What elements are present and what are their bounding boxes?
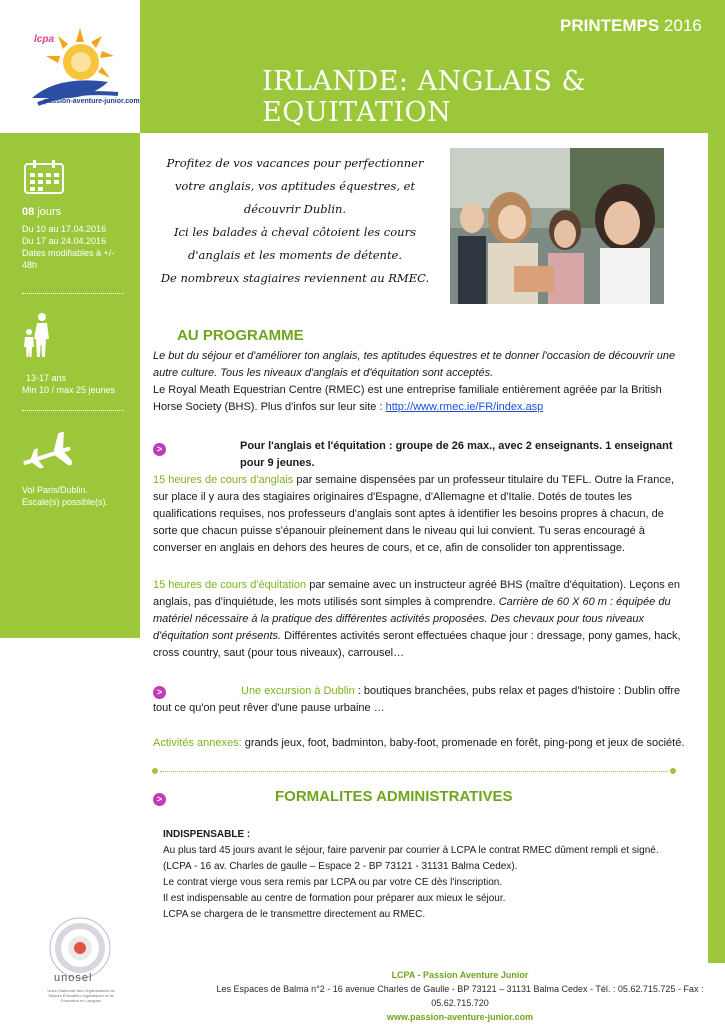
formalites-line: LCPA se chargera de le transmettre directement au RMEC. [163,909,426,920]
footer-company: LCPA - Passion Aventure Junior [391,970,529,980]
intro-line: découvrir Dublin. [243,202,347,216]
duration-value: 08 [22,206,35,218]
riding-arena-text: Carrière de 60 X 60 m : équipée du matériel nécessaire à la pratique des différentes activités proposées. Des chevaux pour tous niveaux d'équitation sont présents. [153,596,671,642]
arrow-icon: > [153,793,166,806]
english-lessons-text: par semaine dispensées par un professeur titulaire du TEFL. Outre la France, sur place il y aura des stagiaires originaires d'Espagne, d'Allemagne et d'Italie. Dotés de toutes les qualifications requises, nos professeurs d'anglais sont aptes à identifier les besoins propres à chacun, de sorte que chacun puisse s'épanouir pleinement dans le niveau qui lui convient. Tu seras encouragé à converser en anglais en dehors des heures de cours, et ce, afin de consolider ton apprentissage. [153,474,675,554]
intro-text [150,152,440,290]
travel-block [22,484,108,508]
arrow-icon: > [153,686,166,699]
english-lessons [153,472,688,557]
dates-block [22,223,114,271]
lcpa-logo [18,20,138,120]
programme-intro: Le but du séjour et d'améliorer ton anglais, tes aptitudes équestres et te donner l'occasion de découvrir une autre culture. Tous les niveaux d'anglais et d'équitation sont acceptés. [153,350,676,379]
intro-line: De nombreux stagiaires reviennent au RMEC. [160,271,430,285]
age-range: 13-17 ans [26,373,67,383]
formalites-line: Il est indispensable au centre de formation pour préparer aux mieux le séjour. [163,893,506,904]
audience-block [22,372,115,396]
riding-lessons-label: 15 heures de cours d'équitation [153,579,307,591]
date-line-3: Dates modifiables à +/- [22,248,115,258]
footer [200,968,720,1024]
logo-text: lcpa [34,34,55,45]
intro-line: votre anglais, vos aptitudes équestres, et [174,179,416,193]
extra-activities [153,735,688,752]
extra-activities-text: grands jeux, foot, badminton, baby-foot, promenade en forêt, ping-pong et jeux de société. [241,737,685,749]
season-text: PRINTEMPS [560,16,660,35]
footer-website[interactable]: www.passion-aventure-junior.com [386,1012,534,1022]
unosel-subtitle: Union Nationale des Organisations de Séjours Éducatifs Linguistiques et de Formation en Langues [47,988,115,1003]
programme-rmec [153,382,688,416]
formalites-line: (LCPA - 16 av. Charles de gaulle – Espace 2 - BP 73121 - 31131 Balma Cedex). [163,861,518,872]
intro-line: Profitez de vos vacances pour perfectionner [166,156,424,170]
riding-activities-text: Différentes activités seront effectuées chaque jour : dressage, pony games, hack, cross country, saut (pour tous niveaux), carrousel… [153,630,681,659]
extra-activities-label: Activités annexes: [153,737,242,749]
sidebar-divider [22,293,124,294]
intro-line: Ici les balades à cheval côtoient les cours [174,225,416,239]
groups-info: Pour l'anglais et l'équitation : groupe de 26 max., avec 2 enseignants. 1 enseignant pour 9 jeunes. [240,440,673,469]
duration-unit: jours [37,206,62,218]
excursion-text: : boutiques branchées, pubs relax et pages d'histoire : Dublin offre tout ce qu'on peut rêver d'une pause urbaine … [153,685,681,714]
footer-address: Les Espaces de Balma n°2 - 16 avenue Charles de Gaulle - BP 73121 – 31131 Balma Cedex - Tél. : 05.62.715.725 - Fax : 05.62.715.720 [216,984,704,1008]
season-year: 2016 [663,16,702,35]
family-icon [22,312,52,363]
formalites-line: Au plus tard 45 jours avant le séjour, faire parvenir par courrier à LCPA le contrat RMEC dûment rempli et signé. [163,845,659,856]
formalites-body [163,827,683,923]
formalites-heading: FORMALITES ADMINISTRATIVES [275,788,513,805]
logo-url: passion-aventure-junior.com [44,98,140,105]
arrow-icon: > [153,443,166,456]
rmec-link[interactable]: http://www.rmec.ie/FR/index.asp [385,401,544,413]
excursion [153,683,688,717]
section-divider [152,768,676,774]
programme-heading: AU PROGRAMME [177,327,304,344]
right-band [708,133,725,963]
intro-line: d'anglais et les moments de détente. [187,248,403,262]
travel-line-2: Escale(s) possible(s). [22,497,109,507]
date-line-1: Du 10 au 17.04.2016 [22,224,107,234]
travel-line-1: Vol Paris/Dublin. [22,485,89,495]
page-title: IRLANDE: ANGLAIS & EQUITATION [262,66,586,128]
riding-lessons [153,577,688,662]
sidebar-divider [22,410,124,411]
season-label [560,16,702,36]
excursion-label: Une excursion à Dublin [241,685,355,697]
unosel-name: unosel [54,972,93,984]
group-size: Min 10 / max 25 jeunes [22,385,116,395]
formalites-line: Le contrat vierge vous sera remis par LCPA ou par votre CE dès l'inscription. [163,877,503,888]
duration [22,206,61,218]
rmec-text: Le Royal Meath Equestrian Centre (RMEC) est une entreprise familiale entièrement agréée par la British Horse Society (BHS). Plus d'infos sur leur site : [153,384,662,413]
indispensable-label: INDISPENSABLE : [163,829,251,840]
group-photo [450,148,664,304]
english-lessons-label: 15 heures de cours d'anglais [153,474,294,486]
riding-lessons-text: par semaine avec un instructeur agréé BHS (maître d'équitation). Leçons en anglais, pas d'inquiétude, les mots utilisés sont simples à comprendre. [153,579,681,608]
airplane-icon [20,432,72,477]
calendar-icon [24,160,64,199]
unosel-logo [40,912,120,1012]
date-line-2: Du 17 au 24.04.2016 [22,236,107,246]
date-line-4: 48h [22,260,38,270]
